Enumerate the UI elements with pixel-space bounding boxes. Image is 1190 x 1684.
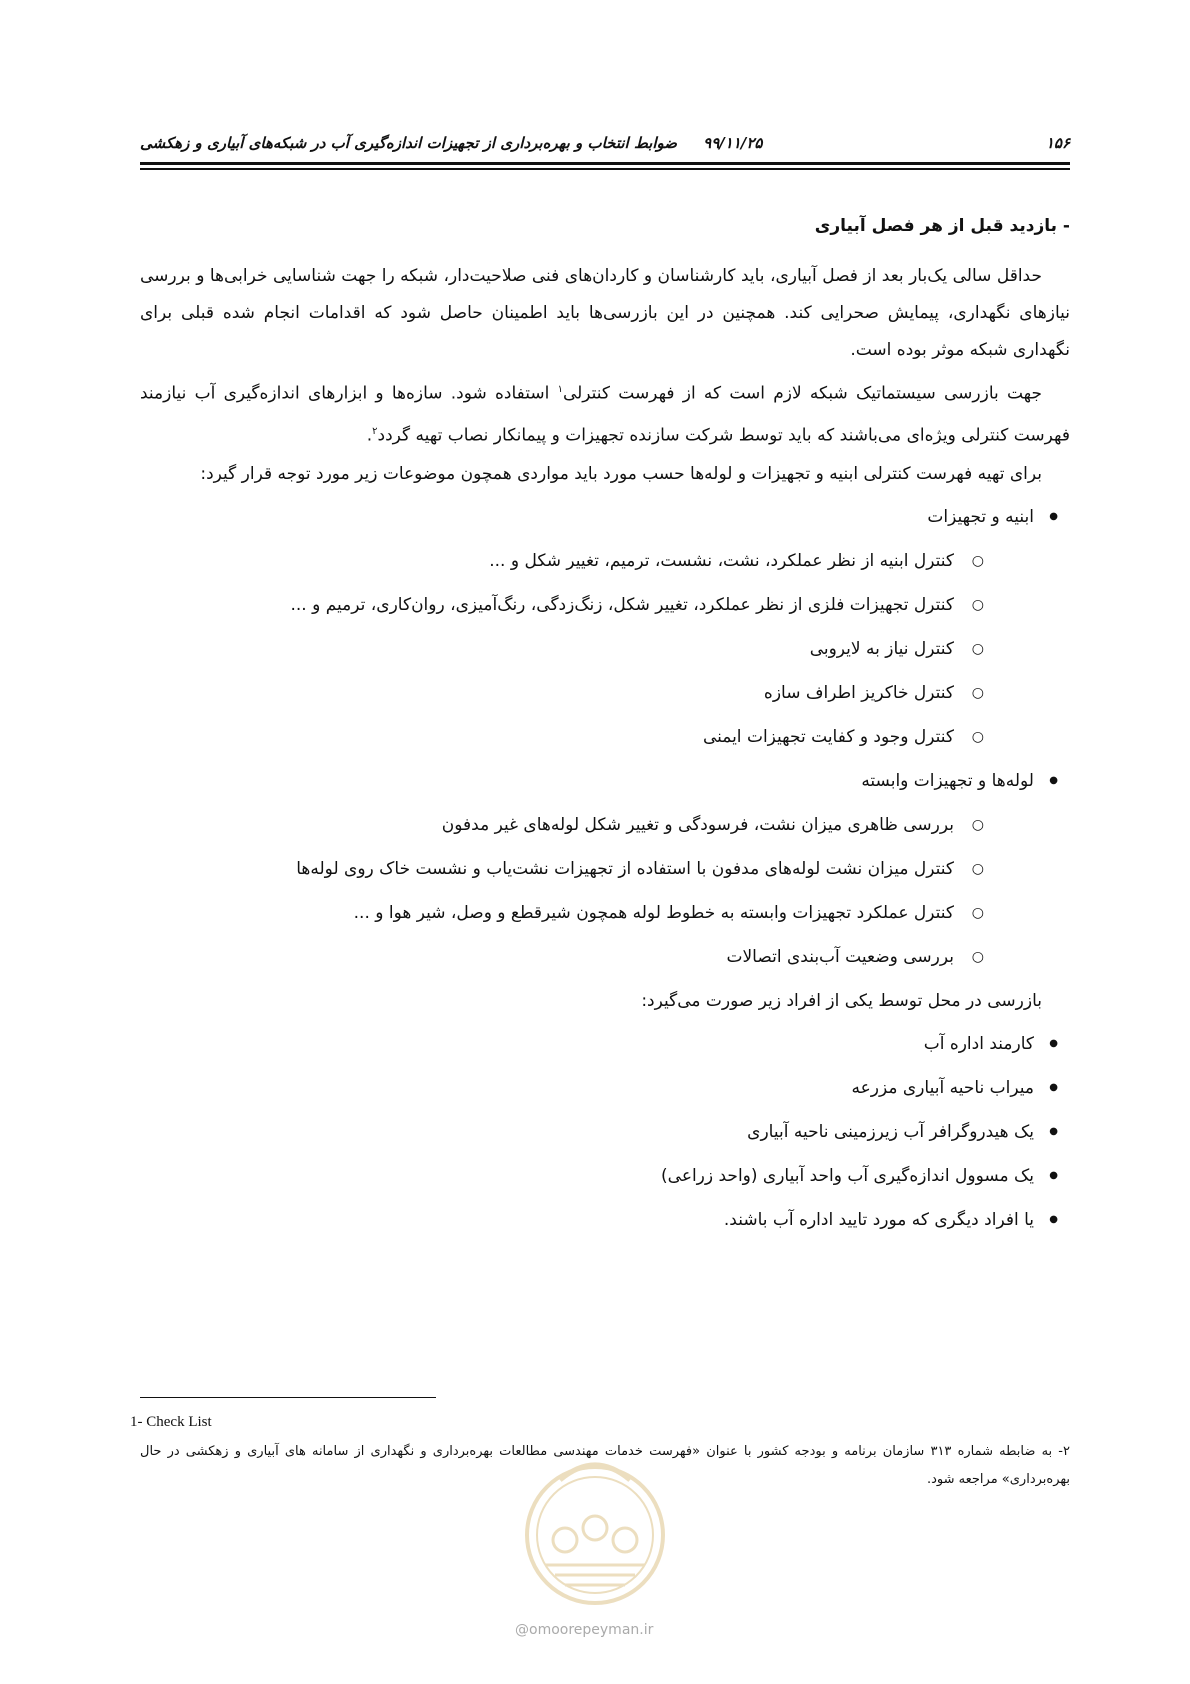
footnote-ref-1[interactable]: ۱ bbox=[557, 384, 563, 395]
footnote-ref-2[interactable]: ۲ bbox=[372, 425, 378, 437]
page-number: ۱۵۶ bbox=[1045, 134, 1070, 152]
inspectors-list bbox=[140, 1022, 1070, 1242]
list-item: ○ بررسی ظاهری میزان نشت، فرسودگی و تغییر شکل لوله‌های غیر مدفون bbox=[140, 803, 984, 847]
sublist-pipes bbox=[140, 803, 1034, 979]
paragraph-3: برای تهیه فهرست کنترلی ابنیه و تجهیزات و لوله‌ها حسب مورد باید مواردی همچون موضوعات زیر مورد توجه قرار گیرد: bbox=[200, 464, 1042, 485]
footnote-divider bbox=[140, 1397, 436, 1398]
paragraph-1: حداقل سالی یک‌بار بعد از فصل آبیاری، باید کارشناسان و کاردان‌های فنی صلاحیت‌دار، شبکه را جهت شناسایی خرابی‌ها و بررسی نیازهای نگهداری، پیمایش صحرایی کند. همچنین در این بازرسی‌ها باید اطمینان حاصل شود که اقدامات انجام شده قبلی برای نگهداری شبکه موثر بوده است. bbox=[140, 266, 1070, 360]
list-heading-structures: ابنیه و تجهیزات bbox=[927, 507, 1034, 528]
page-header bbox=[140, 128, 1070, 158]
footnote-2: ۲- به ضابطه شماره ۳۱۳ سازمان برنامه و بودجه کشور با عنوان «فهرست خدمات مهندسی مطالعات بهره‌برداری و نگهداری از سامانه های آبیاری و زهکشی در حال بهره‌برداری» مراجعه شود. bbox=[140, 1444, 1070, 1487]
watermark-site: @omoorepeyman.ir bbox=[515, 1622, 654, 1638]
list-item: ● یا افراد دیگری که مورد تایید اداره آب باشند. bbox=[140, 1198, 1058, 1242]
header-rule-thick bbox=[140, 162, 1070, 165]
paragraph-2 bbox=[140, 371, 1070, 454]
header-date: ۹۹/۱۱/۲۵ bbox=[703, 134, 763, 152]
list-item bbox=[140, 495, 1058, 759]
checklist-structures bbox=[140, 495, 1070, 979]
list-item: ○ کنترل تجهیزات فلزی از نظر عملکرد، تغییر شکل، زنگ‌زدگی، رنگ‌آمیزی، روان‌کاری، ترمیم و ... bbox=[140, 583, 984, 627]
paragraph-2-part-a: جهت بازرسی سیستماتیک شبکه لازم است که از فهرست کنترلی bbox=[562, 383, 1042, 404]
list-item: ○ کنترل نیاز به لایروبی bbox=[140, 627, 984, 671]
list-item: ● یک هیدروگرافر آب زیرزمینی ناحیه آبیاری bbox=[140, 1110, 1058, 1154]
section-title: - بازدید قبل از هر فصل آبیاری bbox=[814, 216, 1070, 236]
page-body bbox=[140, 214, 1070, 1242]
header-title-group bbox=[140, 134, 762, 152]
inspection-intro: بازرسی در محل توسط یکی از افراد زیر صورت می‌گیرد: bbox=[641, 991, 1042, 1012]
list-item: ● میراب ناحیه آبیاری مزرعه bbox=[140, 1066, 1058, 1110]
footnote-1: 1- Check List bbox=[130, 1414, 212, 1430]
list-heading-pipes: لوله‌ها و تجهیزات وابسته bbox=[861, 771, 1034, 792]
header-rule-thin bbox=[140, 168, 1070, 170]
paragraph-2-part-b: استفاده شود. سازه‌ها و ابزارهای اندازه‌گیری آب نیازمند فهرست کنترلی ویژه‌ای می‌باشند که باید توسط شرکت سازنده تجهیزات و پیمانکار نصاب تهیه گردد bbox=[140, 383, 1070, 446]
list-item: ● یک مسوول اندازه‌گیری آب واحد آبیاری (واحد زراعی) bbox=[140, 1154, 1058, 1198]
sublist-structures bbox=[140, 539, 1034, 759]
list-item: ● کارمند اداره آب bbox=[140, 1022, 1058, 1066]
header-title: ضوابط انتخاب و بهره‌برداری از تجهیزات اندازه‌گیری آب در شبکه‌های آبیاری و زهکشی bbox=[140, 134, 678, 152]
list-item: ○ کنترل عملکرد تجهیزات وابسته به خطوط لوله همچون شیرقطع و وصل، شیر هوا و ... bbox=[140, 891, 984, 935]
list-item: ○ کنترل خاکریز اطراف سازه bbox=[140, 671, 984, 715]
list-item: ○ بررسی وضعیت آب‌بندی اتصالات bbox=[140, 935, 984, 979]
list-item: ○ کنترل وجود و کفایت تجهیزات ایمنی bbox=[140, 715, 984, 759]
list-item bbox=[140, 759, 1058, 979]
watermark-logo-icon bbox=[505, 1440, 685, 1610]
list-item: ○ کنترل ابنیه از نظر عملکرد، نشت، نشست، ترمیم، تغییر شکل و ... bbox=[140, 539, 984, 583]
paragraph-2-part-c: . bbox=[366, 425, 373, 446]
list-item: ○ کنترل میزان نشت لوله‌های مدفون با استفاده از تجهیزات نشت‌یاب و نشست خاک روی لوله‌ها bbox=[140, 847, 984, 891]
